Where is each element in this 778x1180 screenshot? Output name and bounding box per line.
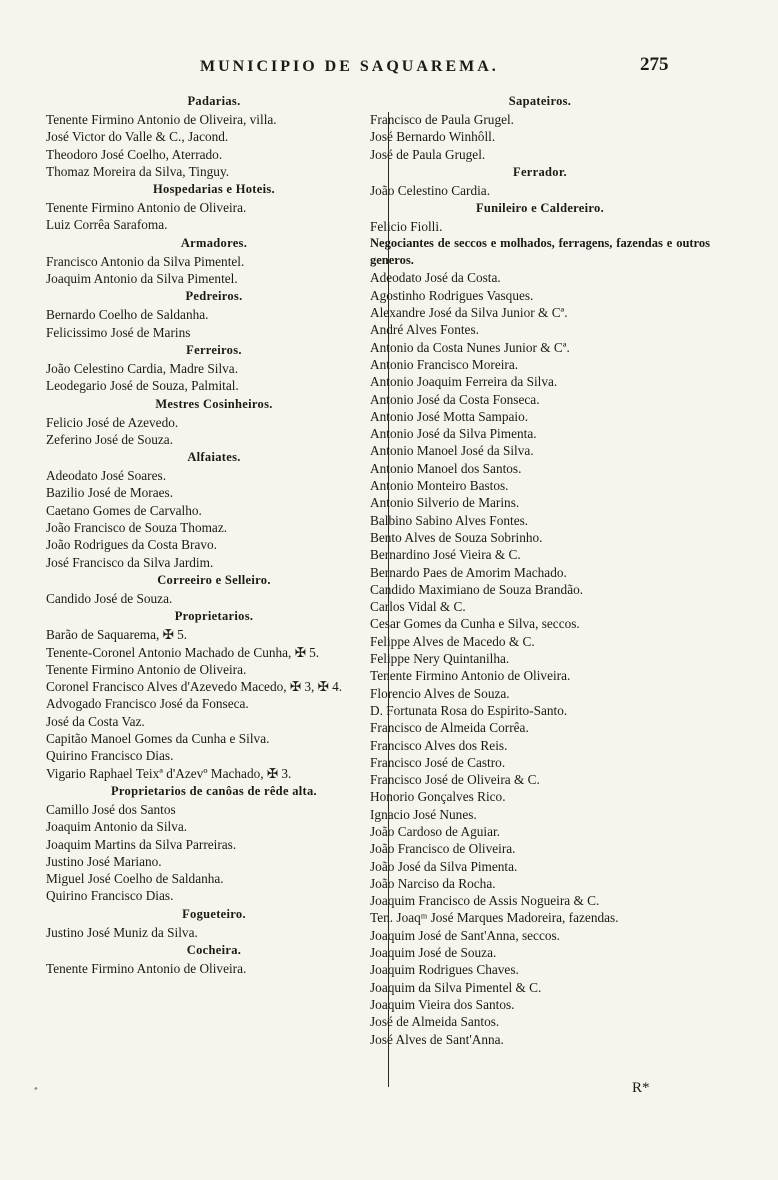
list-item: Joaquim José de Souza.	[370, 945, 497, 961]
list-item: Quirino Francisco Dias.	[46, 748, 174, 764]
section-heading: Funileiro e Caldereiro.	[475, 201, 605, 216]
section-heading: Ferrador.	[513, 164, 567, 179]
list-item: Bernardino José Vieira & C.	[370, 547, 521, 563]
running-head: MUNICIPIO DE SAQUAREMA.	[200, 58, 499, 75]
list-item: José de Almeida Santos.	[370, 1014, 500, 1030]
list-item: Bento Alves de Souza Sobrinho.	[370, 529, 543, 545]
section-heading: Negociantes de seccos e molhados, ferragens, fazendas e outros generos.	[370, 236, 710, 268]
list-item: Florencio Alves de Souza.	[370, 685, 510, 701]
list-item: Felippe Nery Quintanilha.	[370, 651, 510, 667]
page-number: 275	[640, 54, 669, 75]
list-item: Felicio Fiolli.	[370, 219, 443, 235]
list-item: José de Paula Grugel.	[370, 146, 486, 162]
list-item: Joaquim Vieira dos Santos.	[370, 996, 515, 1012]
list-item: Antonio Monteiro Bastos.	[370, 478, 509, 494]
section-heading: Correeiro e Selleiro.	[157, 572, 271, 587]
list-item: Candido Maximiano de Souza Brandão.	[370, 581, 584, 597]
list-item: D. Fortunata Rosa do Espirito-Santo.	[370, 702, 568, 718]
list-item: Coronel Francisco Alves d'Azevedo Macedo, ✠ 3, ✠ 4.	[46, 679, 343, 695]
list-item: Joaquim Martins da Silva Parreiras.	[46, 836, 237, 852]
list-item: José Alves de Sant'Anna.	[370, 1031, 504, 1047]
list-item: Tenente Firmino Antonio de Oliveira.	[46, 960, 247, 976]
section-heading: Fogueteiro.	[182, 906, 246, 921]
list-item: Francisco de Paula Grugel.	[370, 112, 515, 127]
list-item: João José da Silva Pimenta.	[370, 858, 518, 874]
list-item: José da Costa Vaz.	[46, 713, 145, 729]
section-heading: Mestres Cosinheiros.	[155, 396, 273, 411]
section-heading: Proprietarios.	[174, 609, 254, 624]
list-item: Tenente Firmino Antonio de Oliveira.	[46, 661, 247, 677]
list-item: Advogado Francisco José da Fonseca.	[46, 696, 249, 712]
list-item: Tenente Firmino Antonio de Oliveira.	[370, 668, 571, 684]
list-item: José Victor do Valle & C., Jacond.	[46, 129, 229, 145]
list-item: Candido José de Souza.	[46, 590, 173, 606]
list-item: Camillo José dos Santos	[46, 801, 176, 817]
signature-mark: R*	[632, 1080, 650, 1096]
section-heading: Pedreiros.	[185, 289, 243, 304]
list-item: Bernardo Paes de Amorim Machado.	[370, 564, 567, 580]
list-item: Tenente Firmino Antonio de Oliveira, villa.	[46, 112, 277, 127]
list-item: Antonio Joaquim Ferreira da Silva.	[370, 374, 558, 390]
list-item: Agostinho Rodrigues Vasques.	[370, 287, 534, 303]
list-item: Joaquim Antonio da Silva.	[46, 819, 188, 835]
list-item: Antonio José da Silva Pimenta.	[370, 426, 537, 442]
section-heading: Hospedarias e Hoteis.	[153, 182, 275, 197]
list-item: Leodegario José de Souza, Palmital.	[46, 378, 239, 394]
list-item: Felippe Alves de Macedo & C.	[370, 633, 535, 649]
list-item: Adeodato José Soares.	[46, 468, 167, 484]
list-item: Ten. Joaqᵐ José Marques Madoreira, fazendas.	[370, 910, 619, 926]
list-item: Francisco Alves dos Reis.	[370, 737, 508, 753]
section-heading: Alfaiates.	[187, 450, 241, 465]
list-item: João Narciso da Rocha.	[370, 875, 496, 891]
list-item: João Cardoso de Aguiar.	[370, 823, 500, 839]
list-item: José Francisco da Silva Jardim.	[46, 554, 214, 570]
list-item: Antonio José Motta Sampaio.	[370, 408, 529, 424]
list-item: Quirino Francisco Dias.	[46, 888, 174, 904]
list-item: João Celestino Cardia.	[370, 182, 491, 198]
list-item: Alexandre José da Silva Junior & Cª.	[370, 305, 568, 321]
list-item: Miguel José Coelho de Saldanha.	[46, 871, 224, 887]
list-item: Bernardo Coelho de Saldanha.	[46, 307, 209, 323]
list-item: Justino José Muniz da Silva.	[46, 924, 198, 940]
list-item: Joaquim Francisco de Assis Nogueira & C.	[370, 893, 600, 909]
list-item: João Francisco de Souza Thomaz.	[46, 520, 228, 536]
list-item: Antonio Francisco Moreira.	[370, 356, 519, 372]
list-item: João Rodrigues da Costa Bravo.	[46, 537, 217, 553]
list-item: Honorio Gonçalves Rico.	[370, 789, 506, 805]
list-item: Francisco Antonio da Silva Pimentel.	[46, 253, 245, 269]
list-item: Adeodato José da Costa.	[370, 270, 501, 286]
list-item: Francisco José de Oliveira & C.	[370, 772, 540, 788]
list-item: Bazilio José de Moraes.	[46, 485, 174, 501]
left-column	[46, 92, 382, 977]
list-item: Antonio Manoel dos Santos.	[370, 460, 522, 476]
list-item: Antonio Silverio de Marins.	[370, 495, 520, 511]
list-item: Antonio Manoel José da Silva.	[370, 443, 534, 459]
list-item: Luiz Corrêa Sarafoma.	[46, 217, 168, 233]
list-item: Francisco José de Castro.	[370, 754, 506, 770]
list-item: José Bernardo Winhôll.	[370, 129, 496, 145]
list-item: Joaquim Rodrigues Chaves.	[370, 962, 519, 978]
list-item: Caetano Gomes de Carvalho.	[46, 502, 202, 518]
list-item: André Alves Fontes.	[370, 322, 479, 338]
list-item: Joaquim Antonio da Silva Pimentel.	[46, 271, 238, 287]
list-item: Justino José Mariano.	[46, 853, 162, 869]
mark: ﾞ	[34, 1086, 41, 1100]
right-column	[370, 92, 710, 1048]
list-item: Tenente Firmino Antonio de Oliveira.	[46, 200, 247, 216]
list-item: Zeferino José de Souza.	[46, 431, 174, 447]
list-item: Cesar Gomes da Cunha e Silva, seccos.	[370, 616, 580, 632]
section-heading: Sapateiros.	[508, 94, 572, 108]
section-heading: Armadores.	[180, 235, 248, 250]
section-heading: Cocheira.	[186, 942, 242, 957]
list-item: Felicio José de Azevedo.	[46, 414, 179, 430]
list-item: Joaquim José de Sant'Anna, seccos.	[370, 927, 560, 943]
list-item: Tenente-Coronel Antonio Machado de Cunha, ✠ 5.	[46, 644, 320, 660]
section-heading: Padarias.	[187, 94, 241, 108]
list-item: Balbino Sabino Alves Fontes.	[370, 512, 529, 528]
section-heading: Proprietarios de canôas de rêde alta.	[111, 783, 317, 798]
list-item: Barão de Saquarema, ✠ 5.	[46, 627, 188, 643]
list-item: Francisco de Almeida Corrêa.	[370, 720, 529, 736]
list-item: Felicissimo José de Marins	[46, 324, 191, 340]
list-item: João Celestino Cardia, Madre Silva.	[46, 360, 239, 376]
section-heading: Ferreiros.	[186, 342, 242, 357]
list-item: Capitão Manoel Gomes da Cunha e Silva.	[46, 731, 270, 747]
list-item: Joaquim da Silva Pimentel & C.	[370, 979, 542, 995]
list-item: Antonio da Costa Nunes Junior & Cª.	[370, 339, 570, 355]
list-item: João Francisco de Oliveira.	[370, 841, 516, 857]
list-item: Thomaz Moreira da Silva, Tinguy.	[46, 163, 230, 179]
list-item: Vigario Raphael Teixª d'Azevº Machado, ✠ 3.	[46, 765, 292, 781]
list-item: Theodoro José Coelho, Aterrado.	[46, 146, 223, 162]
list-item: Carlos Vidal & C.	[370, 599, 466, 615]
list-item: Antonio José da Costa Fonseca.	[370, 391, 540, 407]
list-item: Ignacio José Nunes.	[370, 806, 477, 822]
